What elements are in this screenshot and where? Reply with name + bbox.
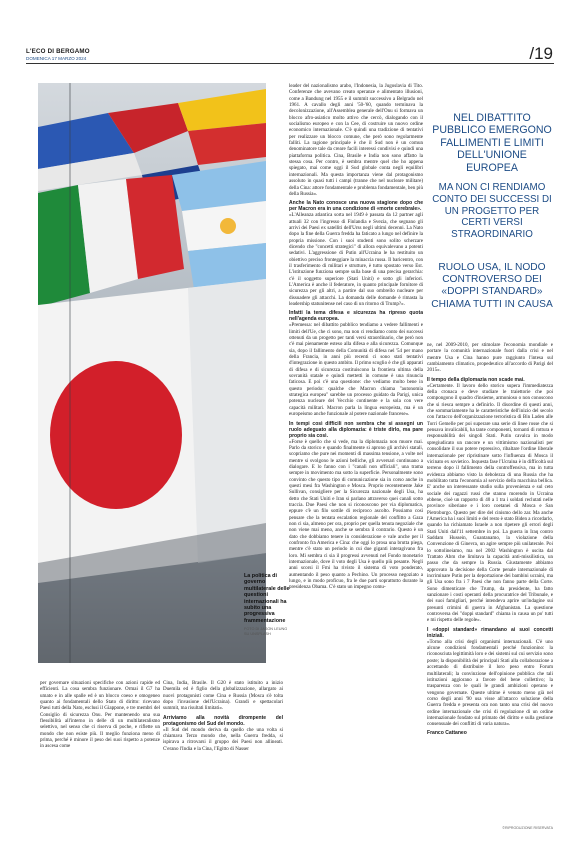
photo-credit: FOTO DI JASON LEUNG SU UNSPLASH (244, 627, 288, 636)
article-column-4 (427, 342, 553, 820)
paragraph: «Certamente. Il lavoro dello storico supera l'immediatezza della cronaca e deve studiare le traiettorie che poi compongono il quadro d'insieme, armonioso o non conoscono che si riesca sempre a definirlo. Il disordine di questi anni, che sommariamente ha le caratteristiche dell'inizio del secolo con l'attacco dell'organizzazione terroristica di Bin Laden alle Torri Gemelle per poi superare una serie di linee rosse che si pensava invalicabili, ha tante componenti, tornanti di rottura e responsabilità dei singoli Stati. Putin cavalca in modo spregiudicato un rancore e un vittimismo nazionalisti per consolidare il suo potere repressivo, ribaltare l'ordine liberale internazionale per ripristinare sotto l'influenza di Mosca il vicinato ex sovietico. Inquesta fase l'Ucraina è in difficoltà sul terreno dopo il fallimento della controffensiva, ma in tutta evidenza abbiamo visto la debolezza di una Russia che ha mobilitato tutta l'economia al servizio della macchina bellica. E' anche un interessante studio sulla provenienza e sul ceto sociale dei ragazzi russi che stanno morendo in Ucraina ebbene, cioè un rapporto di 40 a 1 tra i soldati reclutati nelle province siberiane e i loro coetanei di Mosca e San Pietroburgo. Questo per dire del cinismo dello zar. Ma anche l'America ha i suoi limiti e del resto è stato Biden a ricordarlo, quando ha richiamato Israele a non ripetere gli errori degli Stati Uniti dall'11 settembre in poi. La guerra in Iraq contro Saddam Hussein, Guantanamo, la violazione della Convenzione di Ginevra, un agire sempre più unilaterale. Poi lo sottolineiamo, ma nel 2002 Washington è uscita dal Trattato Abm che limitava la capacità anti-missilistica, un passo che da sempre la Russia. Giustamente abbiamo approvato la decisione della Corte penale internazionale di incriminare Putin per la deportazione dei bambini ucraini, ma gli Usa sono fra i 7 Paesi che non fanno parte della Corte. Sono dimenticare che Trump, da presidente, ha fatto sanzionare i costi operanti della procuratrice del Tribunale, e dei suoi famigliari, perché intendeva aprire un'indagine sui presunti crimini di guerra in Afghanistan. La questione controversa dei "doppi standard" chiama in causa un po' tutti e mi rispetto delle regole». (427, 382, 553, 624)
article-column-1 (40, 680, 160, 820)
flags-illustration (38, 83, 266, 663)
subheading: Infatti la tema difesa e sicurezza ha ripreso quota nell'agenda europea. (289, 310, 423, 323)
article-column-2 (163, 680, 283, 820)
article-column-3 (289, 83, 423, 820)
paragraph: Cina, India, Brasile. Il G20 è stato istituito a inizio Duemila ed è figlio della globalizzazione, allargato ai nuovi protagonisti come Cina e Russia (Mosca s'è tolta dopo l'invasione dell'Ucraina). Grandi e spettacolari summit, ma risultati limitati». (163, 680, 283, 712)
masthead (26, 48, 90, 61)
subheading: Anche la Nato conosce una nuova stagione dopo che per Macron era in una condizione di «morte cerebrale». (289, 200, 423, 213)
paragraph: «Premessa: nel dibattito pubblico tendiamo a vedere fallimenti e limiti dell'Ue, che ci sono, ma non ci rendiamo conto dei successi ottenuti da un progetto per tanti versi straordinario, che però non c'è mai pienamente esteso alla difesa e alla sicurezza. Comunque sia, dopo il fallimento della Comunità di difesa nel '54 per mano della Francia, in anni più recenti ci sono stati tentativi d'integrazione in questo ambito. Il primo scoglio è che gli apparati di difesa e di sicurezza costituiscono la frontiera ultima della sovranità statale e quindi mettetti in comune è una rinuncia faticosa. E poi c'è una questione: che vediamo molto bene in questo periodo: qualche che Macron chiama "autonomia strategica europea" sarebbe un processo guidato da Parigi, unica potenza nucleare del Vecchio continente e la sola con vere capacità militari. Macron parla la lingua europeista, ma è un europeismo anche funzionale al potere nazionale francese». (289, 322, 423, 418)
caption-text: La politica di governo multilaterale delle questioni internazionali ha subito una progressiva frammentazione (244, 573, 290, 624)
paragraph: leader del nazionalismo arabo, l'Indonesia, la Jugoslavia di Tito. Conferenze che avevano creato speranze e alimentato illusioni, come a Bandung nel 1955 e il summit successivo a Belgrado nel 1961. A cavallo degli anni '50-'60, quando terminava la decolonizzazione, all'Assemblea generale dell'Onu si formava un blocco afro-asiatico molto attivo che cercò, dialogando con il socialismo europeo e con la Cee, di costruire un nuovo ordine economico internazionale. C'è quindi una tradizione di tentativi per realizzare un blocco comune, che però sono regolarmente falliti. La ragione principale è che il Sud non è un comun denominatore tale da creare facili interessi condivisi e quindi una piattaforma politica. Cina, Brasile e India non sono affatto la stessa cosa. Per contro, è sembra mentre quel che ho appena spiegato, mai come oggi il Sud globale conta negli equilibri internazionali. Ma questa importanza viene dal protagonismo assoluto in quasi tutti i campi (tranne che nel nucleare militare) della Cina: attore fondamentale e problema fondamentale, ben più della Russia». (289, 83, 423, 197)
copyright-notice: ©RIPRODUZIONE RISERVATA (502, 826, 553, 830)
page-number: /19 (529, 44, 553, 63)
paragraph: per governare situazioni specifiche con azioni rapide ed efficienti. La cosa sembra funzionare. Ormai il G7 ha umato e in alle spalle ed è un blocco coeso e omogeneo quanto ai fondamentali dello Stato di diritto: ricevano Paesi tutti della Nato, esclusi il Giappone, e tre membri del Consiglio di sicurezza Onu. Per mantenendo una sua flessibilità all'interno in delle di un multilateralismo selettivo, nel senso che ci riserva di poche, e riflette un mondo che non esiste più. Il meglio funziona meno di prima, perché è minore il peso dei suoi rispetto a potenze in ascesa come (40, 680, 160, 750)
paragraph: «L'Alleanza atlantica sorta nel 1949 è passata da 12 partner agli attuali 32 con l'ingresso di Finlandia e Svezia, che segnano gli arrivi dei Paesi ex satelliti dell'Urss negli ultimi decenni. La Nato dopo la fine della Guerra fredda ha faticato a lungo nel definire la propria missione. Con i suoi studenti sono solito scherzare dicendo che "concetti strategici" di allora equivalevano a potenti sedativi. L'aggressione di Putin all'Ucraina le ha restituito un obiettivo preciso fronteggiare la minaccia russa. Il baricentro, con il trasferimento di militari e strutture, è tutto spostato verso Est. L'istituzione funziona sempre sulla base di una precisa gerarchia: c'è il soggetto superiore (Stati Uniti) e sotto gli inferiori. L'America è anche il federatore, in quanto principale fornitore di sicurezza per gli altri, a partire dal suo ombrello nucleare per dissuadere gli attacchi. La domanda delle domande è rimasta la leadership statunitense nel caso di un ritorno di Trump?». (289, 212, 423, 307)
subheading: I «doppi standard» rimandano ai suoi concetti iniziali. (427, 626, 553, 639)
header-rule (26, 63, 554, 64)
subheading: Arriviamo alla novità dirompente del protagonismo del Sud del mondo. (163, 714, 283, 727)
photo-caption (244, 573, 292, 636)
pull-quote-3: RUOLO USA, IL NODO CONTROVERSO DEI «DOPPI STANDARD» CHIAMA TUTTI IN CAUSA (431, 262, 553, 310)
subheading: In tempi così difficili non sembra che si assegni un ruolo adeguato alla diplomazia: è triste dirlo, ma pare proprio sia così. (289, 420, 423, 439)
paragraph: «Torno alla crisi degli organismi internazionali. C'è uno alcune condizioni fondamentali perché funzionino: la riconosciuta legittimità loro e dei sistemi sul cui servizio sono poste; la disponibilità dei principali Stati alla collaborazione a accettando di distribuire il loro peso entro Forum multilaterali; la convinzione dell'opinione pubblica che tali istituzioni aggiorano a favore del bene collettivo; la trasparenza con le quali le grandi ambizioni operano e vengono governate. Queste ultime è venuto meno già nel corso degli anni '90 usa visse all'attacco soluzione della Guerra fredda e presenta ora non tanto una crisi del nuovo ordine internazionale che crisi di regolazione di un ordine internazionale fondato sul primato del diritto e sulla gestione consensuale dei conflitti di varia natura». (427, 638, 553, 728)
paragraph: ne, nel 2009-2010, per stimolare l'economia mondiale e portare la comunità internazionale fuori dalla crisi e nel mentre Usa e Cina hanno pure raggiunto l'intesa sul cambiamento climatico, propedeutico all'accordo di Parigi del 2015». (427, 342, 553, 374)
pull-quote-1: NEL DIBATTITO PUBBLICO EMERGONO FALLIMENTI E LIMITI DELL'UNIONE EUROPEA (432, 112, 552, 174)
flags-photo (38, 83, 266, 663)
issue-date: DOMENICA 17 MARZO 2024 (26, 56, 87, 61)
author-signature: Franco Cattaneo (427, 729, 467, 736)
pull-quote-2: MA NON CI RENDIAMO CONTO DEI SUCCESSI DI UN PROGETTO PER CERTI VERSI STRAORDINARIO (432, 182, 552, 241)
newspaper-name: L'ECO DI BERGAMO (26, 48, 90, 55)
paragraph: «Forse è quello che si vede, ma la diplomazia non muore mai. Parlo da storico e quando finalmente si aprono gli archivi statali, scopriamo che pure nei momenti di massima tensione, a volte nel mentre si svolgono le azioni belliche, gli avversari continuano a dialogare. E lo fanno con i "canali non ufficiali", una trama sempre in movimento ma sotto la superficie. Personalmente sono convinto che questo tipo di comunicazione sia in corso anche in questi mesi fra Washington e Mosca. Proprio recentemente Jake Sullivan, consigliere per la Sicurezza nazionale degli Usa, ha detto che Stati Uniti e Iran si parlano attraverso quei canali sotto traccia. Due Paesi che non si riconoscono per via diplomatica, eppure c'è un filo sottile di reciproco ascolto. Possiamo così pensare che la tentata escalation regionale del conflitto a Gaza non ci sia, almeno per ora, proprio per quella tenuta negoziale che non viene mai meno, anche se sembra il contrario. Questo è un dato che dobbiamo tenere in considerazione e vale anche per il confronto fra America e Cina: che oggi lo prosa una brutta piega, mentre c'è stato un periodo in cui due giganti interagivano fra loro. Mi sembra ci sia il progressi avvenuti nel Fondo monetario internazionale, dove il voto degli Usa è quello più pesante. Negli anni scorsi il Fmi ha rivisto il sistema di voto ponderato, aumentando il peso quanto a Pechino. Un processo negoziato a lungo, e in modo proficuo, fra le due parti soprattutto durante la presidenza Obama. C'è stato un impegno comu- (289, 438, 423, 591)
paragraph: «Il Sud del mondo deriva da quello che una volta si chiamava Terzo mondo che, nella Guerra fredda, si ispirava a ritrovarsi il gruppo dei Paesi non allineati. C'erano l'India e la Cina, l'Egitto di Nasser (163, 726, 283, 752)
subheading: Il tempo della diplomazia non scade mai. (427, 376, 525, 383)
